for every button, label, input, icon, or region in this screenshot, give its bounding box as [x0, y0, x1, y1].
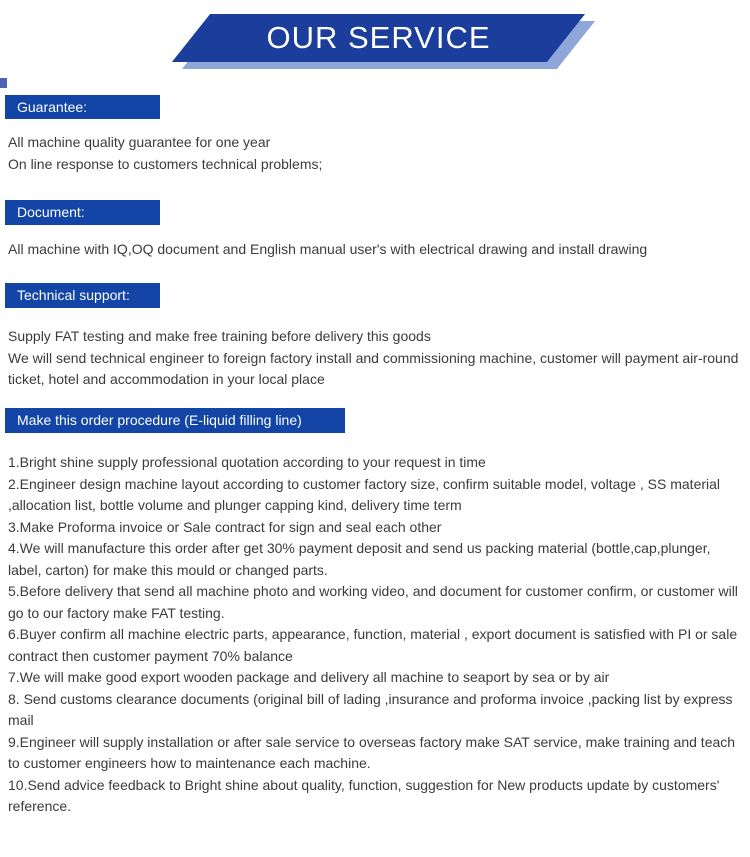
edge-mark-decoration: [0, 78, 7, 88]
procedure-step: 9.Engineer will supply installation or after sale service to overseas factory make SAT service, make training and teach to customer engineers how to maintenance each machine.: [8, 733, 736, 771]
procedure-step: 1.Bright shine supply professional quotation according to your request in time: [8, 454, 486, 470]
text-line: All machine with IQ,OQ document and English manual user's with electrical drawing and install drawing: [8, 241, 648, 257]
section-text-order-procedure: [8, 452, 746, 818]
text-line: On line response to customers technical problems;: [8, 155, 323, 172]
text-line: Supply FAT testing and make free training before delivery this goods: [8, 328, 431, 344]
procedure-step: 6.Buyer confirm all machine electric parts, appearance, function, material , export document is satisfied with PI or sale contract then customer payment 70% balance: [8, 626, 738, 664]
procedure-step: 2.Engineer design machine layout according to customer factory size, confirm suitable model, voltage , SS material ,allocation list, bottle volume and plunger capping kind, delivery time term: [8, 475, 721, 513]
our-service-banner: [191, 14, 566, 62]
section-label-technical-support: Technical support:: [5, 283, 160, 308]
procedure-step: 3.Make Proforma invoice or Sale contract for sign and seal each other: [8, 518, 442, 535]
text-line: All machine quality guarantee for one year: [8, 134, 271, 150]
section-text-document: [8, 239, 746, 261]
section-label-guarantee: Guarantee:: [5, 95, 160, 119]
section-label-order-procedure: Make this order procedure (E-liquid filling line): [5, 408, 345, 433]
banner-title: OUR SERVICE: [266, 19, 491, 55]
text-line: We will send technical engineer to foreign factory install and commissioning machine, customer will payment air-round ticket, hotel and accommodation in your local place: [8, 349, 739, 387]
procedure-step: 7.We will make good export wooden package and delivery all machine to seaport by sea or by air: [8, 669, 610, 685]
procedure-step: 8. Send customs clearance documents (original bill of lading ,insurance and proforma invoice ,packing list by express mail: [8, 690, 733, 728]
procedure-step: 4.We will manufacture this order after get 30% payment deposit and send us packing material (bottle,cap,plunger, label, carton) for make this mould or changed parts.: [8, 540, 711, 578]
procedure-step: 10.Send advice feedback to Bright shine about quality, function, suggestion for New products update by customers' reference.: [8, 776, 720, 814]
section-label-document: Document:: [5, 200, 160, 225]
procedure-step: 5.Before delivery that send all machine photo and working video, and document for customer confirm, or customer will go to our factory make FAT testing.: [8, 583, 738, 621]
section-text-technical-support: [8, 326, 746, 391]
section-text-guarantee: [8, 132, 746, 175]
